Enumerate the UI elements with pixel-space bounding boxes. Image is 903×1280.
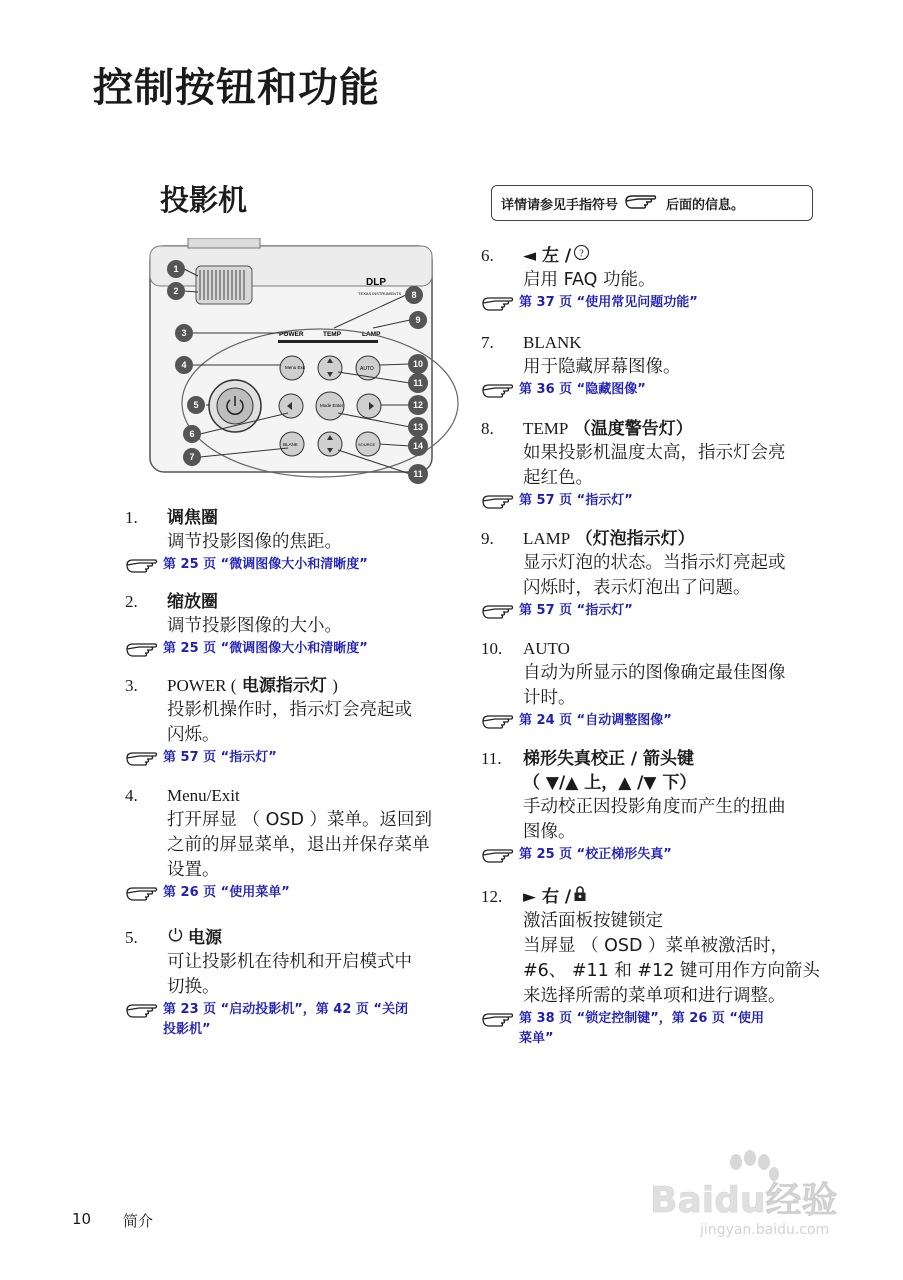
- item-subtitle: （ ▼/▲ 上，▲ /▼ 下）: [523, 773, 697, 793]
- item-title-end: ): [332, 676, 338, 695]
- item-11: [481, 747, 841, 885]
- item-body: [125, 808, 480, 883]
- pointing-hand-icon: [125, 557, 163, 580]
- cross-reference-text: 第 36 页 “隐藏图像”: [519, 382, 646, 397]
- item-body: [125, 950, 480, 1000]
- body-line: 来选择所需的菜单项和进行调整。: [523, 986, 786, 1006]
- power-icon: [167, 926, 184, 950]
- body-line: 可让投影机在待机和开启模式中: [167, 952, 412, 972]
- body-line: 如果投影机温度太高，指示灯会亮: [523, 443, 786, 463]
- cross-reference[interactable]: [125, 555, 480, 580]
- item-number: 10.: [481, 639, 503, 658]
- pointing-hand-icon: [125, 1002, 163, 1040]
- item-title: ► 右 /: [523, 887, 572, 907]
- svg-text:?: ?: [579, 248, 584, 260]
- pointing-hand-icon: [481, 847, 519, 870]
- dlp-logo: DLP: [366, 277, 386, 288]
- cross-reference[interactable]: [481, 1009, 841, 1049]
- callout-1: 1: [173, 264, 179, 274]
- body-line: 设置。: [167, 860, 220, 880]
- note-suffix: 后面的信息。: [666, 197, 745, 213]
- item-title: ◄ 左 /: [523, 246, 572, 266]
- cross-reference-text: 第 25 页 “校正梯形失真”: [519, 847, 672, 862]
- cross-reference-text: 第 38 页 “锁定控制键”，第 26 页 “使用: [519, 1011, 764, 1026]
- item-8: [481, 417, 841, 527]
- power-label: POWER: [279, 331, 304, 338]
- pointing-hand-icon: [481, 603, 519, 626]
- cross-reference-text: 投影机”: [163, 1022, 211, 1037]
- item-title: 梯形失真校正 / 箭头键: [523, 749, 695, 769]
- cross-reference[interactable]: [481, 601, 841, 626]
- item-number: 7.: [481, 333, 494, 352]
- item-title-latin: LAMP: [523, 529, 571, 548]
- cross-reference-text: 第 26 页 “使用菜单”: [163, 885, 290, 900]
- cross-reference-text: 第 24 页 “自动调整图像”: [519, 713, 672, 728]
- help-icon: [573, 244, 590, 268]
- item-number: 8.: [481, 419, 494, 438]
- item-title: （温度警告灯）: [573, 419, 693, 439]
- item-body: [481, 661, 841, 711]
- pointing-hand-icon: [125, 885, 163, 908]
- item-title-latin: BLANK: [523, 333, 582, 352]
- item-number: 4.: [125, 786, 138, 805]
- body-line: 起红色。: [523, 468, 593, 488]
- item-body: 用于隐藏屏幕图像。: [523, 357, 681, 377]
- callout-4: 4: [181, 360, 187, 370]
- item-3: [125, 674, 480, 784]
- cross-reference-text: 第 57 页 “指示灯”: [519, 603, 633, 618]
- callout-8: 8: [411, 290, 417, 300]
- footer-section: 简介: [123, 1212, 154, 1230]
- item-title: 电源: [188, 928, 222, 948]
- cross-reference[interactable]: [125, 639, 480, 664]
- watermark-brand: Baidu经验: [650, 1180, 838, 1221]
- body-line: #6、 #11 和 #12 键可用作方向箭头: [523, 961, 820, 981]
- body-line: 图像。: [523, 822, 576, 842]
- lamp-label: LAMP: [362, 331, 381, 338]
- cross-reference-text: 第 23 页 “启动投影机”，第 42 页 “关闭: [163, 1002, 408, 1017]
- item-number: 12.: [481, 887, 503, 906]
- cross-reference[interactable]: [125, 883, 480, 908]
- callout-6: 6: [189, 429, 195, 439]
- pointing-hand-icon: [481, 713, 519, 736]
- cross-reference-text: 第 25 页 “微调图像大小和清晰度”: [163, 641, 368, 656]
- cross-reference-text: 第 57 页 “指示灯”: [519, 493, 633, 508]
- item-title: 调焦圈: [167, 508, 218, 528]
- item-body: [481, 551, 841, 601]
- cross-reference[interactable]: [481, 845, 841, 870]
- body-line: 切换。: [167, 977, 220, 997]
- body-line: 打开屏显 （ OSD ）菜单。返回到: [167, 810, 433, 830]
- callout-11: 11: [413, 378, 423, 388]
- cross-reference-text: 第 37 页 “使用常见问题功能”: [519, 295, 698, 310]
- pointing-hand-icon: [481, 493, 519, 516]
- section-title: 投影机: [160, 183, 248, 217]
- item-12: [481, 885, 841, 1049]
- callout-2: 2: [173, 286, 179, 296]
- item-7: [481, 331, 841, 417]
- item-5: [125, 926, 480, 1040]
- item-2: [125, 590, 480, 674]
- cross-reference-text: 菜单”: [519, 1031, 554, 1046]
- pointing-hand-icon: [624, 192, 660, 214]
- pointing-hand-icon: [481, 295, 519, 318]
- ti-logo: TEXAS INSTRUMENTS: [358, 291, 402, 296]
- item-number: 1.: [125, 508, 138, 527]
- body-line: 手动校正因投影角度而产生的扭曲: [523, 797, 786, 817]
- left-column: [125, 506, 480, 1040]
- item-1: [125, 506, 480, 590]
- item-number: 3.: [125, 676, 138, 695]
- auto-button-label: AUTO: [360, 366, 374, 372]
- item-number: 5.: [125, 928, 138, 947]
- item-body: [125, 698, 480, 748]
- body-line: 显示灯泡的状态。当指示灯亮起或: [523, 553, 786, 573]
- cross-reference-text: 第 57 页 “指示灯”: [163, 750, 277, 765]
- callout-3: 3: [181, 328, 187, 338]
- item-title-latin: TEMP: [523, 419, 569, 438]
- item-body: 调节投影图像的大小。: [167, 616, 342, 636]
- pointing-hand-icon: [481, 1011, 519, 1049]
- item-10: [481, 637, 841, 747]
- body-line: 闪烁时，表示灯泡出了问题。: [523, 578, 751, 598]
- body-line: 计时。: [523, 688, 576, 708]
- cross-reference[interactable]: [481, 380, 841, 405]
- callout-5: 5: [193, 400, 199, 410]
- item-4: [125, 784, 480, 926]
- blank-button-label: BLANK: [283, 442, 298, 447]
- item-body: 调节投影图像的焦距。: [167, 532, 342, 552]
- cross-reference-text: 第 25 页 “微调图像大小和清晰度”: [163, 557, 368, 572]
- item-title-latin: AUTO: [523, 639, 570, 658]
- callout-11b: 11: [413, 469, 423, 479]
- item-title-latin: POWER (: [167, 676, 237, 695]
- mode-button-label: Mode Enter: [320, 403, 344, 408]
- item-title: （灯泡指示灯）: [575, 529, 695, 549]
- cross-reference[interactable]: [481, 711, 841, 736]
- item-title-latin: Menu/Exit: [167, 786, 240, 805]
- callout-13: 13: [412, 422, 424, 432]
- callout-14: 14: [412, 441, 424, 451]
- item-body: [481, 441, 841, 491]
- source-button-label: SOURCE: [358, 442, 376, 447]
- cross-reference[interactable]: [481, 491, 841, 516]
- callout-9: 9: [415, 315, 421, 325]
- body-line: 激活面板按键锁定: [523, 911, 663, 931]
- right-column: [481, 244, 841, 1049]
- note-box: [491, 185, 813, 221]
- item-number: 11.: [481, 749, 502, 768]
- body-line: 投影机操作时，指示灯会亮起或: [167, 700, 412, 720]
- pointing-hand-icon: [481, 382, 519, 405]
- menu-button-label: Menu Exit: [285, 365, 306, 370]
- item-number: 2.: [125, 592, 138, 611]
- callout-12: 12: [412, 400, 424, 410]
- page-number: 10: [72, 1210, 92, 1228]
- item-body: 启用 FAQ 功能。: [523, 270, 656, 290]
- callout-10: 10: [412, 359, 424, 369]
- body-line: 闪烁。: [167, 725, 220, 745]
- cross-reference[interactable]: [481, 293, 841, 318]
- projector-diagram: [148, 238, 460, 488]
- cross-reference[interactable]: [125, 1000, 480, 1040]
- item-number: 6.: [481, 246, 494, 265]
- cross-reference[interactable]: [125, 748, 480, 773]
- body-line: 当屏显 （ OSD ）菜单被激活时，: [523, 936, 789, 956]
- lock-icon: [573, 885, 587, 909]
- item-body: [481, 795, 841, 845]
- callout-7: 7: [189, 452, 195, 462]
- page-title: 控制按钮和功能: [93, 65, 380, 111]
- body-line: 之前的屏显菜单，退出并保存菜单: [167, 835, 430, 855]
- item-number: 9.: [481, 529, 494, 548]
- item-body: [481, 909, 841, 1009]
- watermark-url: jingyan.baidu.com: [700, 1222, 830, 1238]
- item-title: 缩放圈: [167, 592, 218, 612]
- note-prefix: 详情请参见手指符号: [501, 197, 619, 213]
- item-title: 电源指示灯: [241, 676, 327, 696]
- temp-label: TEMP: [323, 331, 342, 338]
- item-9: [481, 527, 841, 637]
- baidu-watermark: [650, 1150, 850, 1240]
- pointing-hand-icon: [125, 641, 163, 664]
- item-6: [481, 244, 841, 331]
- pointing-hand-icon: [125, 750, 163, 773]
- body-line: 自动为所显示的图像确定最佳图像: [523, 663, 786, 683]
